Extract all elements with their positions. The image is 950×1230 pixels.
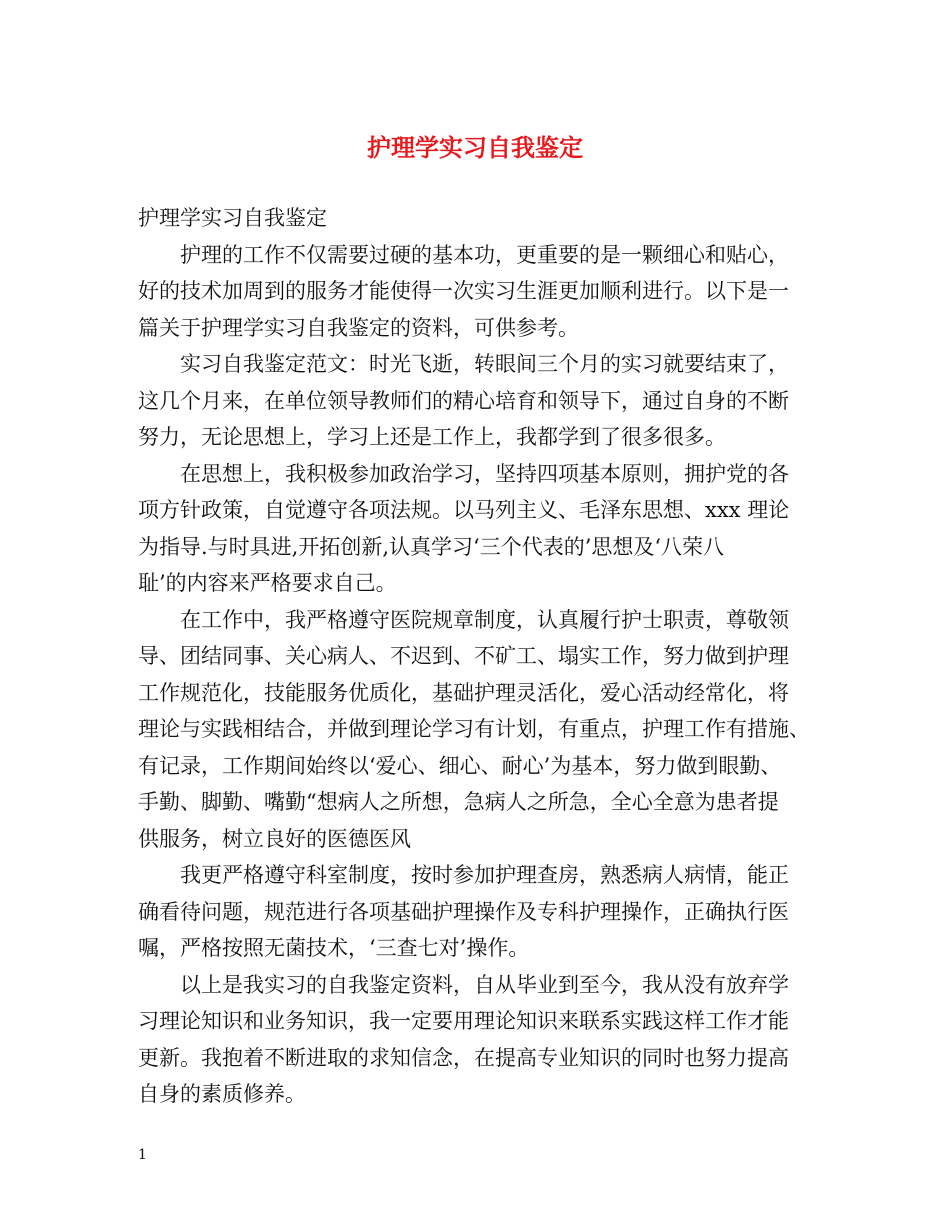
paragraph-line: 好的技术加周到的服务才能使得一次实习生涯更加顺利进行。以下是一 <box>138 279 789 303</box>
paragraph-line: 更新。我抱着不断进取的求知信念，在提高专业知识的同时也努力提高 <box>138 1045 789 1070</box>
paragraph-line: 工作规范化，技能服务优质化，基础护理灵活化，爱心活动经常化，将 <box>138 680 789 705</box>
paragraph <box>138 456 818 602</box>
paragraph-line: 努力，无论思想上，学习上还是工作上，我都学到了很多很多。 <box>138 425 726 449</box>
paragraph <box>138 857 818 967</box>
document-body <box>138 200 818 1113</box>
paragraph-line: 在工作中，我严格遵守医院规章制度，认真履行护士职责，尊敬领 <box>180 607 789 632</box>
paragraph-line: 在思想上，我积极参加政治学习，坚持四项基本原则，拥护党的各 <box>180 461 789 486</box>
paragraph <box>138 967 818 1113</box>
page-number: 1 <box>138 1147 147 1163</box>
paragraph <box>138 602 818 858</box>
paragraph-line: 嘱，严格按照无菌技术，‘三查七对’操作。 <box>138 936 530 960</box>
paragraph-line: 供服务，树立良好的医德医风 <box>138 826 411 851</box>
paragraph-line: 确看待问题，规范进行各项基础护理操作及专科护理操作，正确执行医 <box>138 899 789 924</box>
paragraph-line: 有记录，工作期间始终以‘爱心、细心、耐心’为基本，努力做到眼勤、 <box>138 753 782 778</box>
paragraph-line: 篇关于护理学实习自我鉴定的资料，可供参考。 <box>138 315 579 340</box>
paragraph-line: 手勤、脚勤、嘴勤“想病人之所想，急病人之所急，全心全意为患者提 <box>138 790 779 814</box>
document-title: 护理学实习自我鉴定 <box>367 133 583 162</box>
paragraph-line: 耻’的内容来严格要求自己。 <box>138 571 397 595</box>
paragraph-line: 为指导.与时具进,开拓创新,认真学习‘三个代表的’思想及‘八荣八 <box>138 534 725 559</box>
paragraph-line: 项方针政策，自觉遵守各项法规。以马列主义、毛泽东思想、xxx 理论 <box>138 498 790 522</box>
paragraph-line: 导、团结同事、关心病人、不迟到、不矿工、塌实工作，努力做到护理 <box>138 644 789 668</box>
paragraph-line: 实习自我鉴定范文：时光飞逝，转眼间三个月的实习就要结束了， <box>180 352 789 376</box>
document-subtitle: 护理学实习自我鉴定 <box>138 206 327 230</box>
paragraph-line: 以上是我实习的自我鉴定资料，自从毕业到至今，我从没有放弃学 <box>180 972 789 997</box>
paragraph-line: 习理论知识和业务知识，我一定要用理论知识来联系实践这样工作才能 <box>138 1009 789 1033</box>
paragraph <box>138 346 818 456</box>
paragraph <box>138 237 818 347</box>
paragraph-line: 护理的工作不仅需要过硬的基本功，更重要的是一颗细心和贴心， <box>180 242 789 267</box>
paragraph-line: 这几个月来，在单位领导教师们的精心培育和领导下，通过自身的不断 <box>138 388 789 413</box>
paragraph-line: 自身的素质修养。 <box>138 1082 306 1106</box>
paragraph-line: 我更严格遵守科室制度，按时参加护理查房，熟悉病人病情，能正 <box>180 863 789 887</box>
paragraph-line: 理论与实践相结合，并做到理论学习有计划，有重点，护理工作有措施、 <box>138 717 810 741</box>
